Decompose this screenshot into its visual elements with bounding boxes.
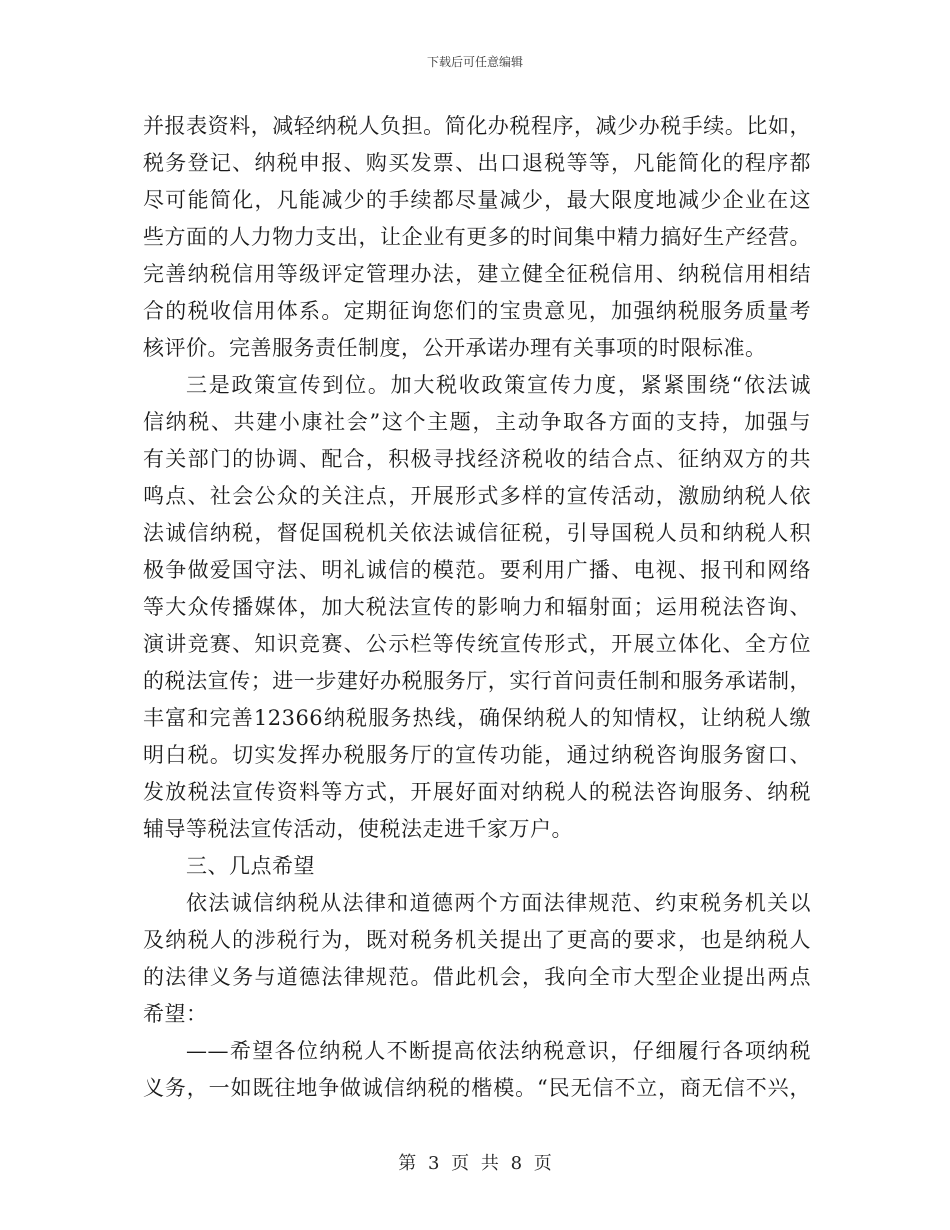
document-body [143, 108, 811, 1107]
text-line: 些方面的人力物力支出，让企业有更多的时间集中精力搞好生产经营。 [143, 225, 811, 249]
text-line: 的法律义务与道德法律规范。借此机会，我向全市大型企业提出两点 [143, 965, 811, 989]
text-line: 依法诚信纳税从法律和道德两个方面法律规范、约束税务机关以 [186, 891, 811, 915]
text-line: 等大众传播媒体，加大税法宣传的影响力和辐射面；运用税法咨询、 [143, 595, 811, 619]
text-line: 极争做爱国守法、明礼诚信的模范。要利用广播、电视、报刊和网络 [143, 558, 811, 582]
text-line: 丰富和完善12366纳税服务热线，确保纳税人的知情权，让纳税人缴 [143, 706, 811, 730]
text-line: 有关部门的协调、配合，积极寻找经济税收的结合点、征纳双方的共 [143, 447, 811, 471]
text-line: 核评价。完善服务责任制度，公开承诺办理有关事项的时限标准。 [143, 336, 767, 360]
text-line: 完善纳税信用等级评定管理办法，建立健全征税信用、纳税信用相结 [143, 262, 811, 286]
text-line: ——希望各位纳税人不断提高依法纳税意识，仔细履行各项纳税 [186, 1039, 811, 1063]
text-line: 尽可能简化，凡能减少的手续都尽量减少，最大限度地减少企业在这 [143, 188, 811, 212]
text-line: 的税法宣传；进一步建好办税服务厅，实行首问责任制和服务承诺制， [143, 669, 811, 693]
text-line: 发放税法宣传资料等方式，开展好面对纳税人的税法咨询服务、纳税 [143, 780, 811, 804]
text-line: 明白税。切实发挥办税服务厅的宣传功能，通过纳税咨询服务窗口、 [143, 743, 811, 767]
text-line: 演讲竞赛、知识竞赛、公示栏等传统宣传形式，开展立体化、全方位 [143, 632, 811, 656]
text-line: 税务登记、纳税申报、购买发票、出口退税等等，凡能简化的程序都 [143, 151, 811, 175]
text-line: 及纳税人的涉税行为，既对税务机关提出了更高的要求，也是纳税人 [143, 928, 811, 952]
text-line: 希望： [143, 1002, 208, 1026]
page-footer: 第 3 页 共 8 页 [398, 1153, 552, 1174]
page-header: 下载后可任意编辑 [426, 55, 523, 69]
text-line: 合的税收信用体系。定期征询您们的宝贵意见，加强纳税服务质量考 [143, 299, 811, 323]
text-line: 辅导等税法宣传活动，使税法走进千家万户。 [143, 817, 573, 841]
text-line: 信纳税、共建小康社会”这个主题，主动争取各方面的支持，加强与 [143, 410, 811, 434]
text-line: 并报表资料，减轻纳税人负担。简化办税程序，减少办税手续。比如， [143, 114, 811, 138]
text-line: 义务，一如既往地争做诚信纳税的楷模。“民无信不立，商无信不兴， [143, 1076, 811, 1100]
text-line: 法诚信纳税，督促国税机关依法诚信征税，引导国税人员和纳税人积 [143, 521, 811, 545]
text-line: 三、几点希望 [186, 854, 315, 878]
text-line: 三是政策宣传到位。加大税收政策宣传力度，紧紧围绕“依法诚 [186, 373, 811, 397]
text-line: 鸣点、社会公众的关注点，开展形式多样的宣传活动，激励纳税人依 [143, 484, 811, 508]
